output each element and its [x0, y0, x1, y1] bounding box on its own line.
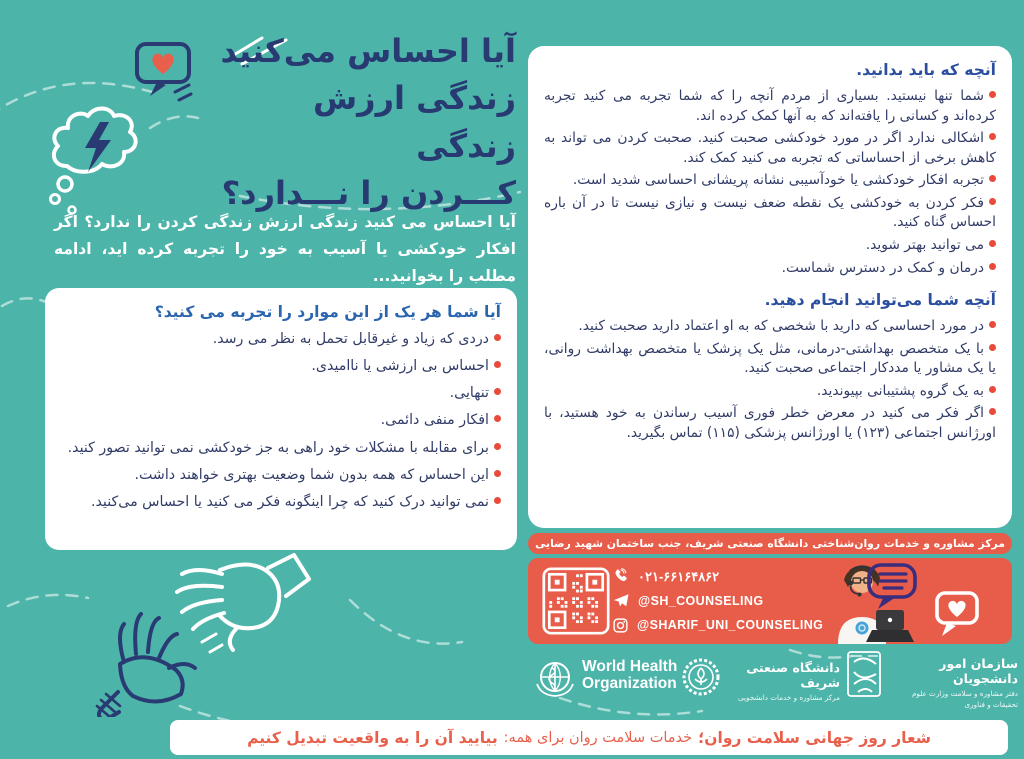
title-line-2: زندگی ارزش زندگی: [312, 79, 516, 165]
bullet-dot-icon: [989, 91, 996, 98]
information-card: [528, 46, 1012, 528]
bullet-dot-icon: [989, 408, 996, 415]
slogan-middle: خدمات سلامت روان برای همه:: [503, 729, 693, 746]
title-line-1: آیا احساس می‌کنید: [220, 32, 516, 70]
bullet-text: به یک گروه پشتیبانی بپیوندید.: [816, 382, 984, 399]
who-logo: [532, 654, 578, 700]
sharif-logo-text: دانشگاه صنعتی شریف مرکز مشاوره و خدمات دانشجویی: [738, 660, 840, 702]
instagram-icon: [612, 617, 629, 634]
bullet-dot-icon: [989, 321, 996, 328]
list-item: [61, 465, 501, 485]
student-affairs-logo-text: سازمان امور دانشجویان دفتر مشاوره و سلامت وزارت علوم تحقیقات و فناوری: [911, 656, 1018, 709]
experience-checklist-card: [45, 288, 517, 550]
chat-speech-bubble-icon: [866, 562, 920, 612]
list-item: [61, 329, 501, 349]
slogan-lead: شعار روز جهانی سلامت روان؛: [698, 728, 931, 747]
do-section-bullet-list: [544, 317, 996, 443]
partner-logos: [528, 648, 1018, 712]
contact-rows: [612, 565, 842, 637]
list-item: [61, 410, 501, 430]
left-card-heading: آیا شما هر یک از این موارد را تجربه می کنید؟: [154, 303, 501, 321]
white-heart-bubble-icon: [934, 590, 982, 640]
world-mental-health-day-slogan: [170, 720, 1008, 755]
intro-paragraph: آیا احساس می کنید زندگی ارزش زندگی کردن را ندارد؟ اگر افکار خودکشی یا آسیب به خود را تجربه کرده اید، ادامه مطلب را بخوانید...: [54, 213, 516, 286]
bullet-text: با یک متخصص بهداشتی-درمانی، مثل یک پزشک یا متخصص بهداشت روانی، یا یک مشاور یا مددکار اجتماعی صحبت کنید.: [544, 340, 996, 377]
bullet-dot-icon: [989, 240, 996, 247]
list-item: [61, 492, 501, 512]
contact-box: [528, 558, 1012, 644]
bullet-dot-icon: [494, 415, 501, 422]
telegram-row: [612, 589, 842, 613]
bullet-dot-icon: [989, 198, 996, 205]
list-item: [544, 194, 996, 233]
instagram-row: [612, 613, 842, 637]
heart-speech-bubble-icon: [133, 40, 199, 104]
bullet-text: تنهایی.: [449, 385, 489, 402]
title-line-3: کـــردن را نـــدارد؟: [221, 174, 516, 213]
list-item: [544, 340, 996, 379]
list-item: [544, 404, 996, 443]
bullet-text: در مورد احساسی که دارید با شخصی که به او اعتماد دارید صحبت کنید.: [578, 318, 984, 335]
list-item: [544, 87, 996, 126]
bullet-dot-icon: [989, 386, 996, 393]
list-item: [544, 317, 996, 337]
bullet-text: این احساس که همه بدون شما وضعیت بهتری خواهند داشت.: [134, 466, 489, 483]
do-section-heading: آنچه شما می‌توانید انجام دهید.: [764, 291, 996, 310]
helping-hands-illustration: [72, 532, 342, 717]
bullet-text: برای مقابله با مشکلات خود راهی به جز خودکشی نمی توانید تصور کنید.: [67, 439, 489, 456]
telegram-icon: [612, 592, 630, 610]
bullet-dot-icon: [494, 334, 501, 341]
bullet-text: نمی توانید درک کنید که چرا اینگونه فکر می کنید یا احساس می‌کنید.: [90, 493, 489, 510]
telegram-handle: @SH_COUNSELING: [638, 594, 764, 608]
list-item: [544, 129, 996, 168]
sharif-university-logo: [678, 654, 724, 700]
list-item: [61, 356, 501, 376]
bullet-text: احساس بی ارزشی یا ناامیدی.: [311, 358, 489, 375]
know-section-bullet-list: [544, 87, 996, 278]
who-logo-text: World Health Organization: [582, 658, 678, 693]
phone-icon: [612, 568, 630, 586]
phone-row: [612, 565, 842, 589]
bullet-text: تجربه افکار خودکشی یا خودآسیبی نشانه پریشانی احساسی شدید است.: [572, 172, 984, 189]
bullet-text: درمان و کمک در دسترس شماست.: [781, 259, 984, 276]
slogan-tail: بیایید آن را به واقعیت تبدیل کنیم: [247, 728, 498, 747]
list-item: [61, 383, 501, 403]
heart-icon: [152, 54, 173, 74]
bullet-text: اگر فکر می کنید در معرض خطر فوری آسیب رساندن به خود هستید، با اورژانس اجتماعی (۱۲۳) یا اورژانس پزشکی (۱۱۵) تماس بگیرید.: [544, 405, 996, 441]
thought-cloud-icon: [42, 86, 162, 221]
left-card-bullet-list: [61, 329, 501, 512]
bullet-dot-icon: [494, 443, 501, 450]
page-title: [214, 28, 516, 217]
qr-code: [542, 567, 610, 635]
bullet-text: می توانید بهتر شوید.: [865, 236, 984, 253]
center-location-banner: مرکز مشاوره و خدمات روان‌شناختی دانشگاه صنعتی شریف، جنب ساختمان شهید رضایی: [528, 533, 1012, 554]
bullet-text: دردی که زیاد و غیرقابل تحمل به نظر می رسد.: [212, 330, 489, 347]
bullet-dot-icon: [989, 175, 996, 182]
bullet-dot-icon: [494, 470, 501, 477]
student-affairs-org-logo: [842, 648, 888, 706]
list-item: [544, 259, 996, 279]
know-section-heading: آنچه که باید بدانید.: [856, 61, 996, 79]
list-item: [544, 382, 996, 402]
bullet-dot-icon: [494, 361, 501, 368]
bullet-text: افکار منفی دائمی.: [380, 412, 489, 429]
bullet-text: شما تنها نیستید. بسیاری از مردم آنچه را که شما تجربه می کنید تجربه کرده‌اند و کسانی را یافته‌اند که به آنها کمک کرده اند.: [544, 87, 996, 124]
phone-number: ۰۲۱-۶۶۱۶۴۸۶۲: [638, 569, 720, 584]
list-item: [61, 438, 501, 458]
bullet-text: فکر کردن به خودکشی یک نقطه ضعف نیست و نیازی نیست تا در آن باره احساس گناه کنید.: [544, 194, 996, 231]
bullet-dot-icon: [494, 497, 501, 504]
list-item: [544, 236, 996, 256]
bullet-dot-icon: [989, 263, 996, 270]
bullet-text: اشکالی ندارد اگر در مورد خودکشی صحبت کنید. صحبت کردن می تواند به کاهش برخی از احساساتی که تجربه می کنید کمک کند.: [544, 130, 996, 166]
list-item: [544, 171, 996, 191]
instagram-handle: @SHARIF_UNI_COUNSELING: [637, 618, 824, 632]
bullet-dot-icon: [494, 388, 501, 395]
bullet-dot-icon: [989, 133, 996, 140]
bullet-dot-icon: [989, 344, 996, 351]
